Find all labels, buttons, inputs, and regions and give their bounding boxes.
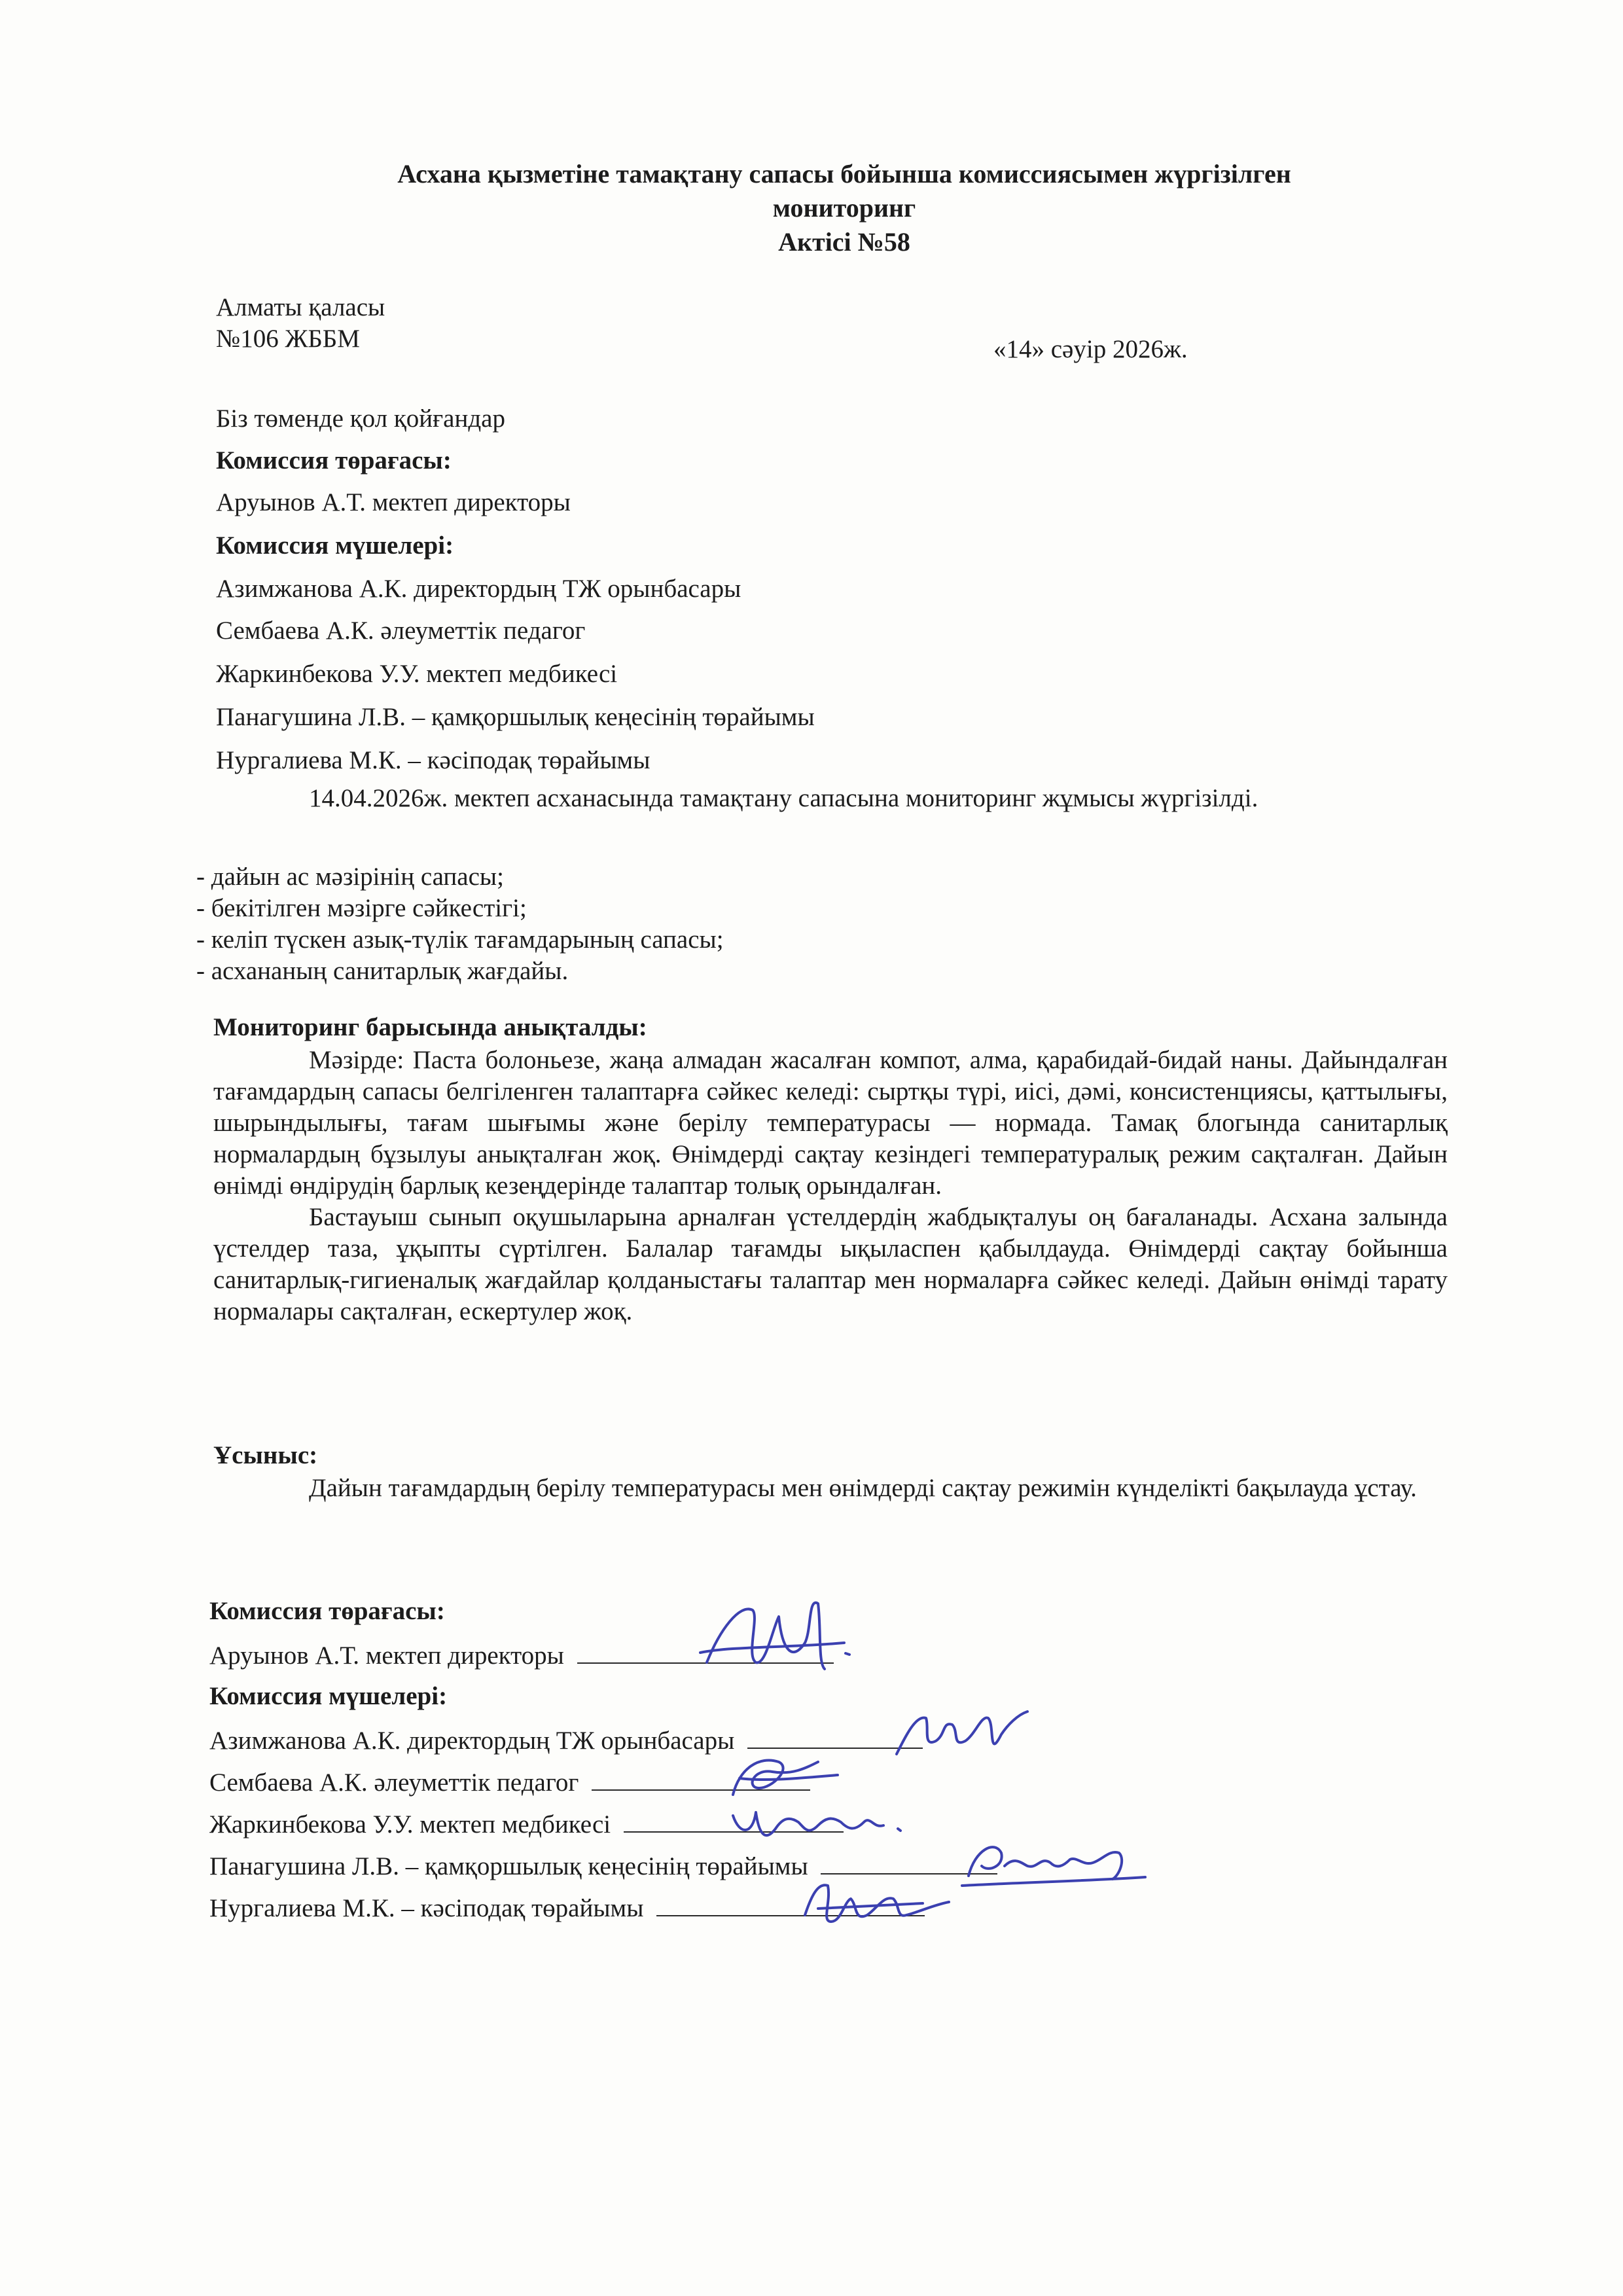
sig-member-name: Сембаева А.К. әлеуметтік педагог (209, 1768, 579, 1797)
recommendation-heading: Ұсыныс: (213, 1441, 318, 1469)
member-item: Сембаева А.К. әлеуметтік педагог (216, 617, 586, 645)
title-line-1: Асхана қызметіне тамақтану сапасы бойынша комиссиясымен жүргізілген (397, 159, 1291, 188)
sig-chair-heading: Комиссия төрағасы: (209, 1597, 445, 1625)
chair-member: Аруынов А.Т. мектеп директоры (216, 488, 571, 516)
recommendation-body (213, 1473, 1448, 1504)
member-item: Жаркинбекова У.У. мектеп медбикесі (216, 660, 618, 688)
act-date: «14» сәуір 2026ж. (993, 335, 1188, 363)
sig-chair-name: Аруынов А.Т. мектеп директоры (209, 1641, 564, 1670)
recommendation-text: Дайын тағамдардың берілу температурасы мен өнімдерді сақтау режимін күнделікті бақылауда ұстау. (309, 1474, 1417, 1502)
chair-heading: Комиссия төрағасы: (216, 446, 452, 475)
intro-text: Біз төменде қол қойғандар (216, 404, 505, 433)
checklist-item: - бекітілген мәзірге сәйкестігі; (196, 894, 527, 922)
city-label: Алматы қаласы (216, 293, 385, 321)
findings-body (213, 1045, 1448, 1327)
signature-member-3-icon (726, 1789, 910, 1855)
signature-member-4-icon (955, 1830, 1152, 1902)
monitoring-intro-text: 14.04.2026ж. мектеп асханасында тамақтану сапасына мониторинг жұмысы жүргізілді. (309, 784, 1258, 812)
members-heading: Комиссия мүшелері: (216, 531, 454, 560)
member-item: Нургалиева М.К. – кәсіподақ төрайымы (216, 746, 651, 774)
signature-member-1-icon (890, 1695, 1034, 1767)
signature-member-5-icon (792, 1869, 962, 1941)
school-label: №106 ЖББМ (216, 325, 360, 353)
monitoring-intro (213, 783, 1448, 814)
signature-chair-icon (694, 1590, 864, 1689)
sig-members-heading: Комиссия мүшелері: (209, 1682, 448, 1710)
findings-paragraph-2: Бастауыш сынып оқушыларына арналған үстелдердің жабдықталуы оң бағаланады. Асхана залында үстелдер таза, ұқыпты сүртілген. Балалар тағамды ықыласпен қабылдауда. Өнімдерді сақтау бойынша санитарлық-гигиеналық жағдайлар қолданыстағы талаптар мен нормаларға сәйкес келеді. Дайын өнімді тарату нормалары сақталған, ескертулер жоқ. (213, 1203, 1448, 1325)
checklist-item: - дайын ас мәзірінің сапасы; (196, 863, 504, 891)
title-line-3: Актісі №58 (778, 227, 910, 257)
checklist-item: - асхананың санитарлық жағдайы. (196, 957, 569, 985)
title-line-2: мониторинг (772, 193, 916, 223)
sig-member-name: Нургалиева М.К. – кәсіподақ төрайымы (209, 1894, 644, 1922)
member-item: Панагушина Л.В. – қамқоршылық кеңесінің төрайымы (216, 703, 815, 731)
findings-paragraph-1: Мәзірде: Паста болоньезе, жаңа алмадан жасалған компот, алма, қарабидай-бидай наны. Дайындалған тағамдардың сапасы белгіленген талаптарға сәйкес келеді: сыртқы түрі, иісі, дәмі, консистенциясы, қаттылығы, шырындылығы, тағам шығымы және берілу температурасы — нормада. Тамақ блогында санитарлық нормалардың бұзылуы анықталған жоқ. Өнімдерді сақтау кезіндегі температуралық режим сақталған. Дайын өнімді өндірудің барлық кезеңдерінде талаптар толық орындалған. (213, 1046, 1448, 1200)
checklist-item: - келіп түскен азық-түлік тағамдарының сапасы; (196, 925, 724, 954)
sig-member-name: Жаркинбекова У.У. мектеп медбикесі (209, 1810, 611, 1839)
sig-member-name: Панагушина Л.В. – қамқоршылық кеңесінің төрайымы (209, 1852, 808, 1880)
findings-heading: Мониторинг барысында анықталды: (213, 1013, 647, 1041)
member-item: Азимжанова А.К. директордың ТЖ орынбасары (216, 575, 741, 603)
checklist (196, 861, 724, 987)
sig-member-name: Азимжанова А.К. директордың ТЖ орынбасары (209, 1727, 735, 1755)
document-title (196, 157, 1492, 259)
